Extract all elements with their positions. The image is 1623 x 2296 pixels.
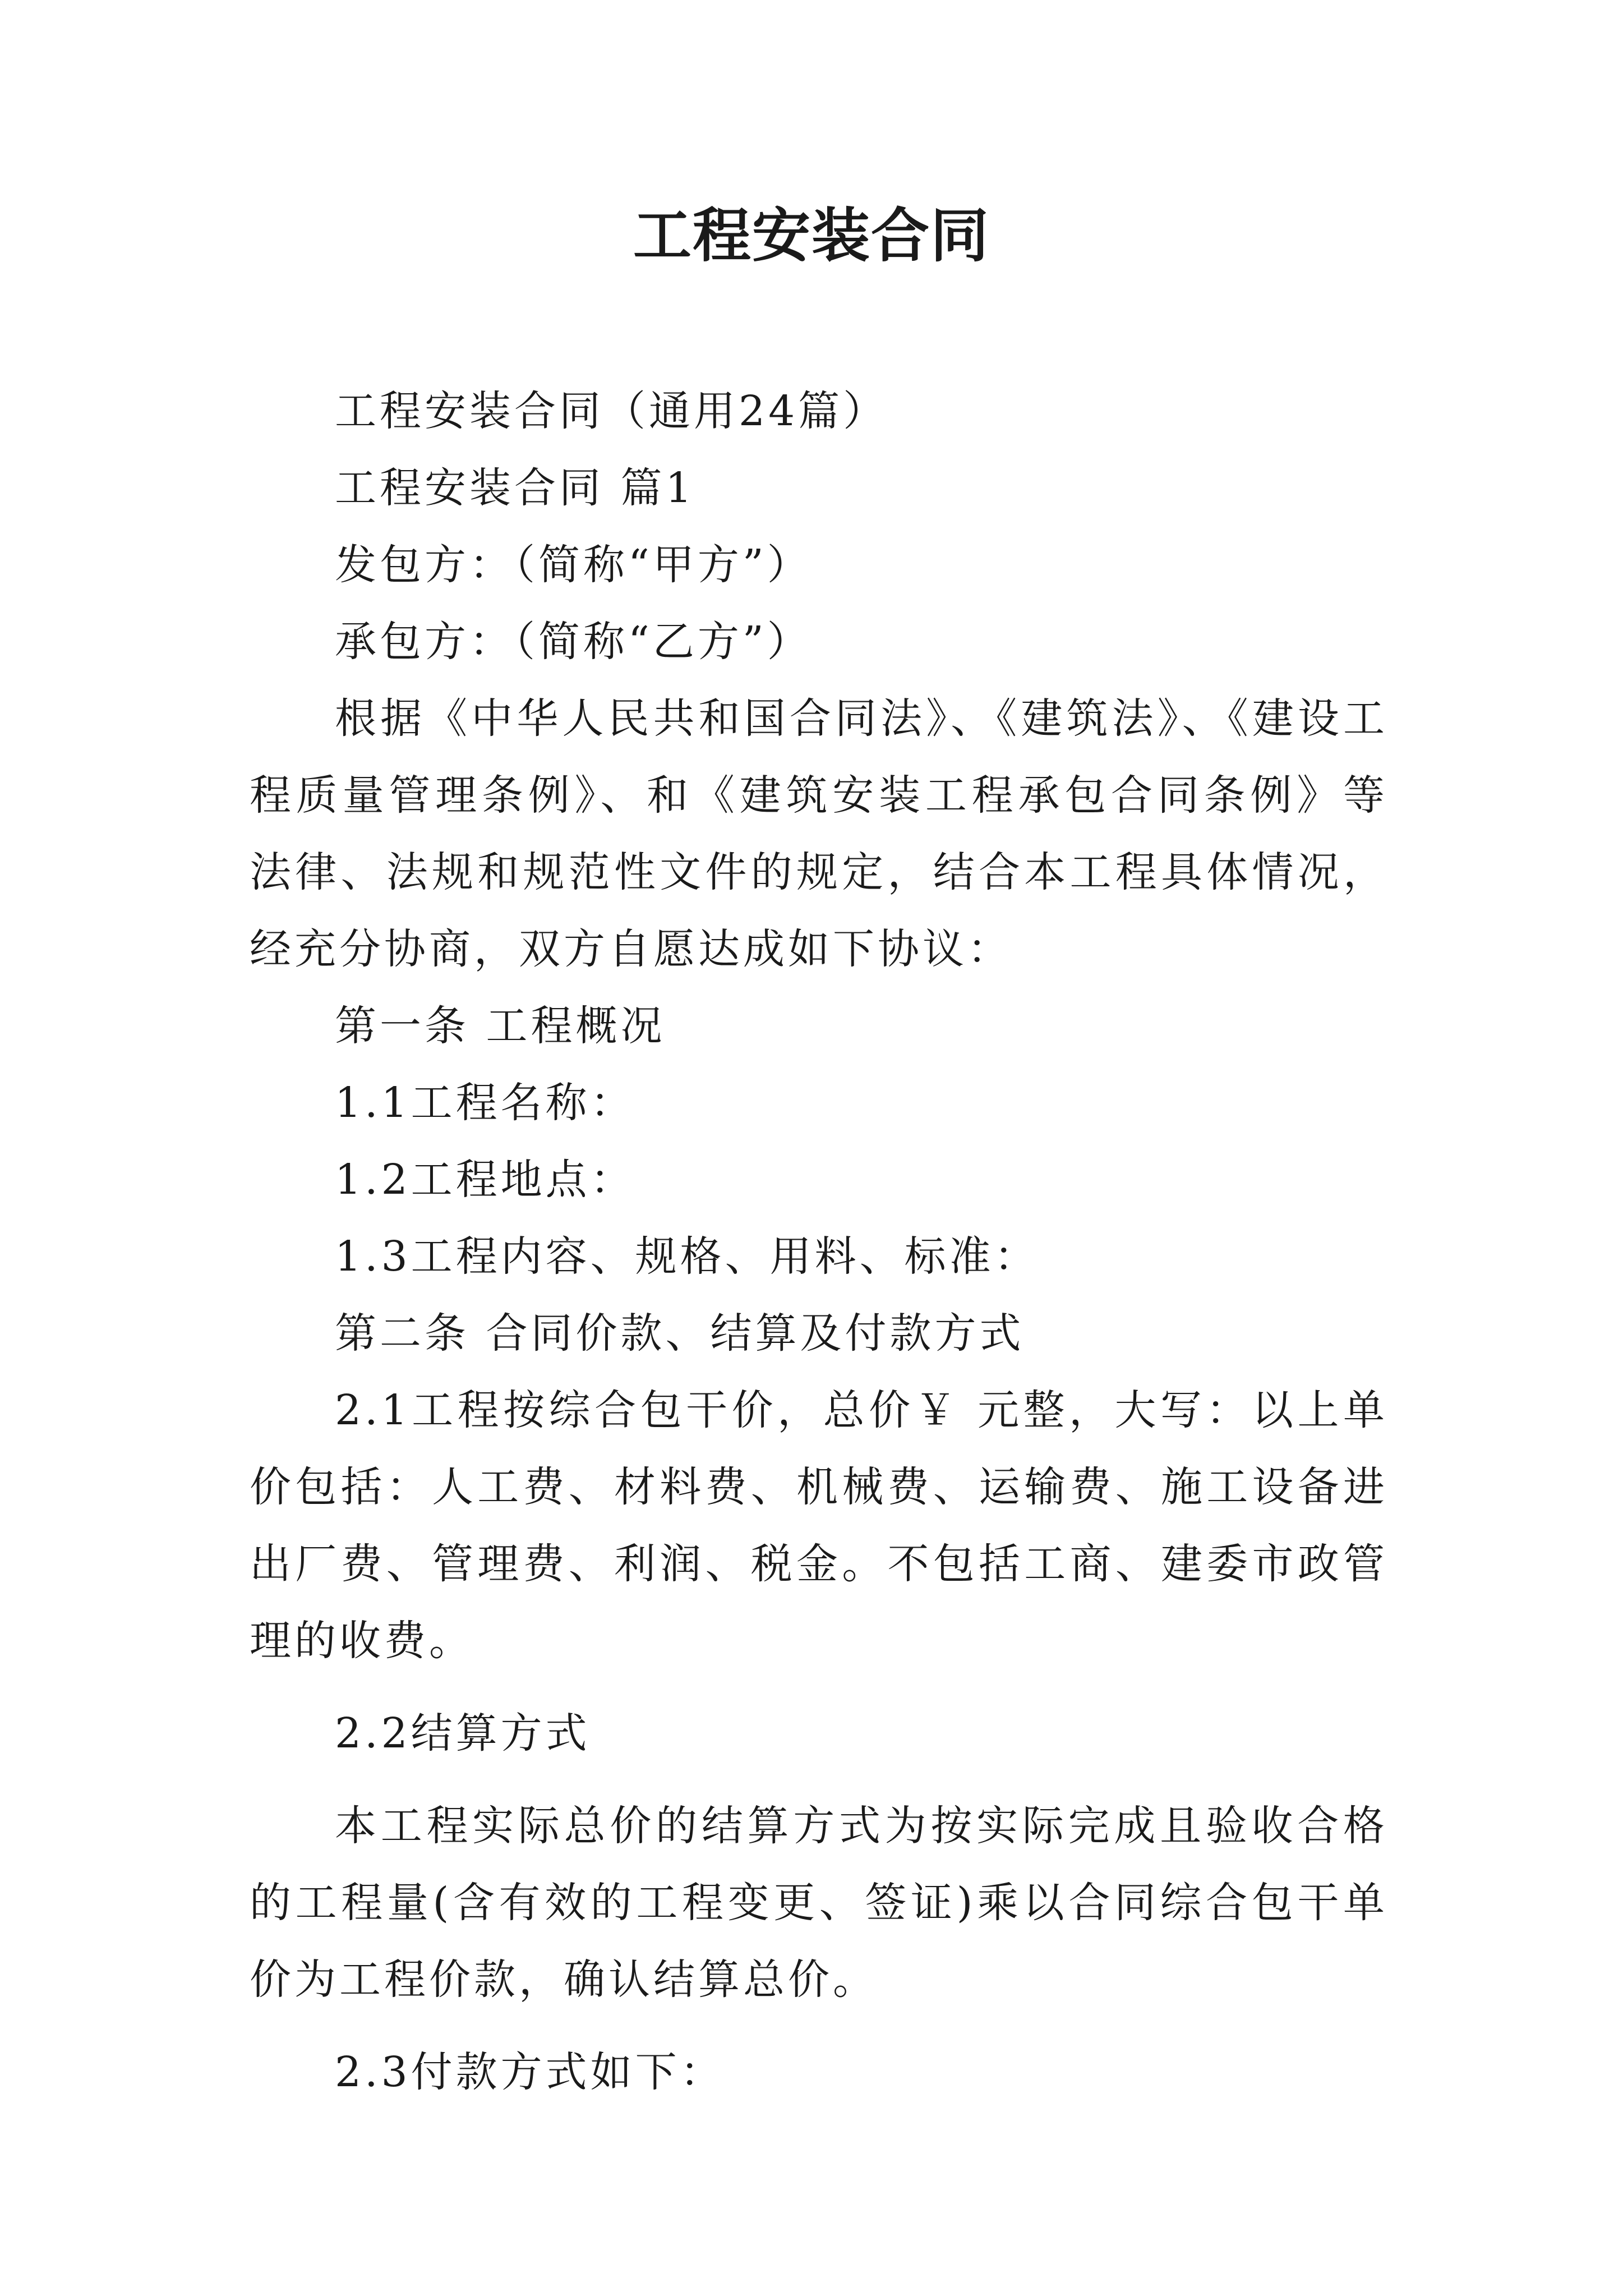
paragraph-party-b: 承包方：（简称“乙方”）: [335, 618, 812, 666]
paragraph-settlement: 本工程实际总价的结算方式为按实际完成且验收合格的工程量(含有效的工程变更、签证)乘以合同综合包干单价为工程价款，确认结算总价。: [250, 1802, 1388, 2004]
paragraph-section-heading: 工程安装合同 篇1: [335, 464, 695, 512]
paragraph-item-1-1: 1.1工程名称：: [335, 1079, 635, 1127]
paragraph-party-a: 发包方：（简称“甲方”）: [335, 541, 812, 589]
paragraph-item-1-3: 1.3工程内容、规格、用料、标准：: [335, 1232, 1039, 1281]
paragraph-legal-basis: 根据《中华人民共和国合同法》、《建筑法》、《建设工程质量管理条例》、和《建筑安装工程承包合同条例》等法律、法规和规范性文件的规定，结合本工程具体情况，经充分协商，双方自愿达成如下协议：: [250, 694, 1388, 973]
paragraph-item-1-2: 1.2工程地点：: [335, 1156, 635, 1204]
paragraph-article-2: 第二条 合同价款、结算及付款方式: [335, 1309, 1025, 1358]
document-body: [250, 373, 1388, 2111]
paragraph-item-2-1: 2.1工程按综合包干价，总价￥ 元整，大写：以上单价包括：人工费、材料费、机械费、运输费、施工设备进出厂费、管理费、利润、税金。不包括工商、建委市政管理的收费。: [250, 1386, 1388, 1665]
paragraph-item-2-3: 2.3付款方式如下：: [335, 2048, 725, 2096]
paragraph-item-2-2: 2.2结算方式: [335, 1709, 591, 1757]
document-title: 工程安装合同: [633, 201, 990, 270]
paragraph-article-1: 第一条 工程概况: [335, 1002, 666, 1050]
paragraph-subtitle: 工程安装合同（通用24篇）: [335, 387, 888, 435]
